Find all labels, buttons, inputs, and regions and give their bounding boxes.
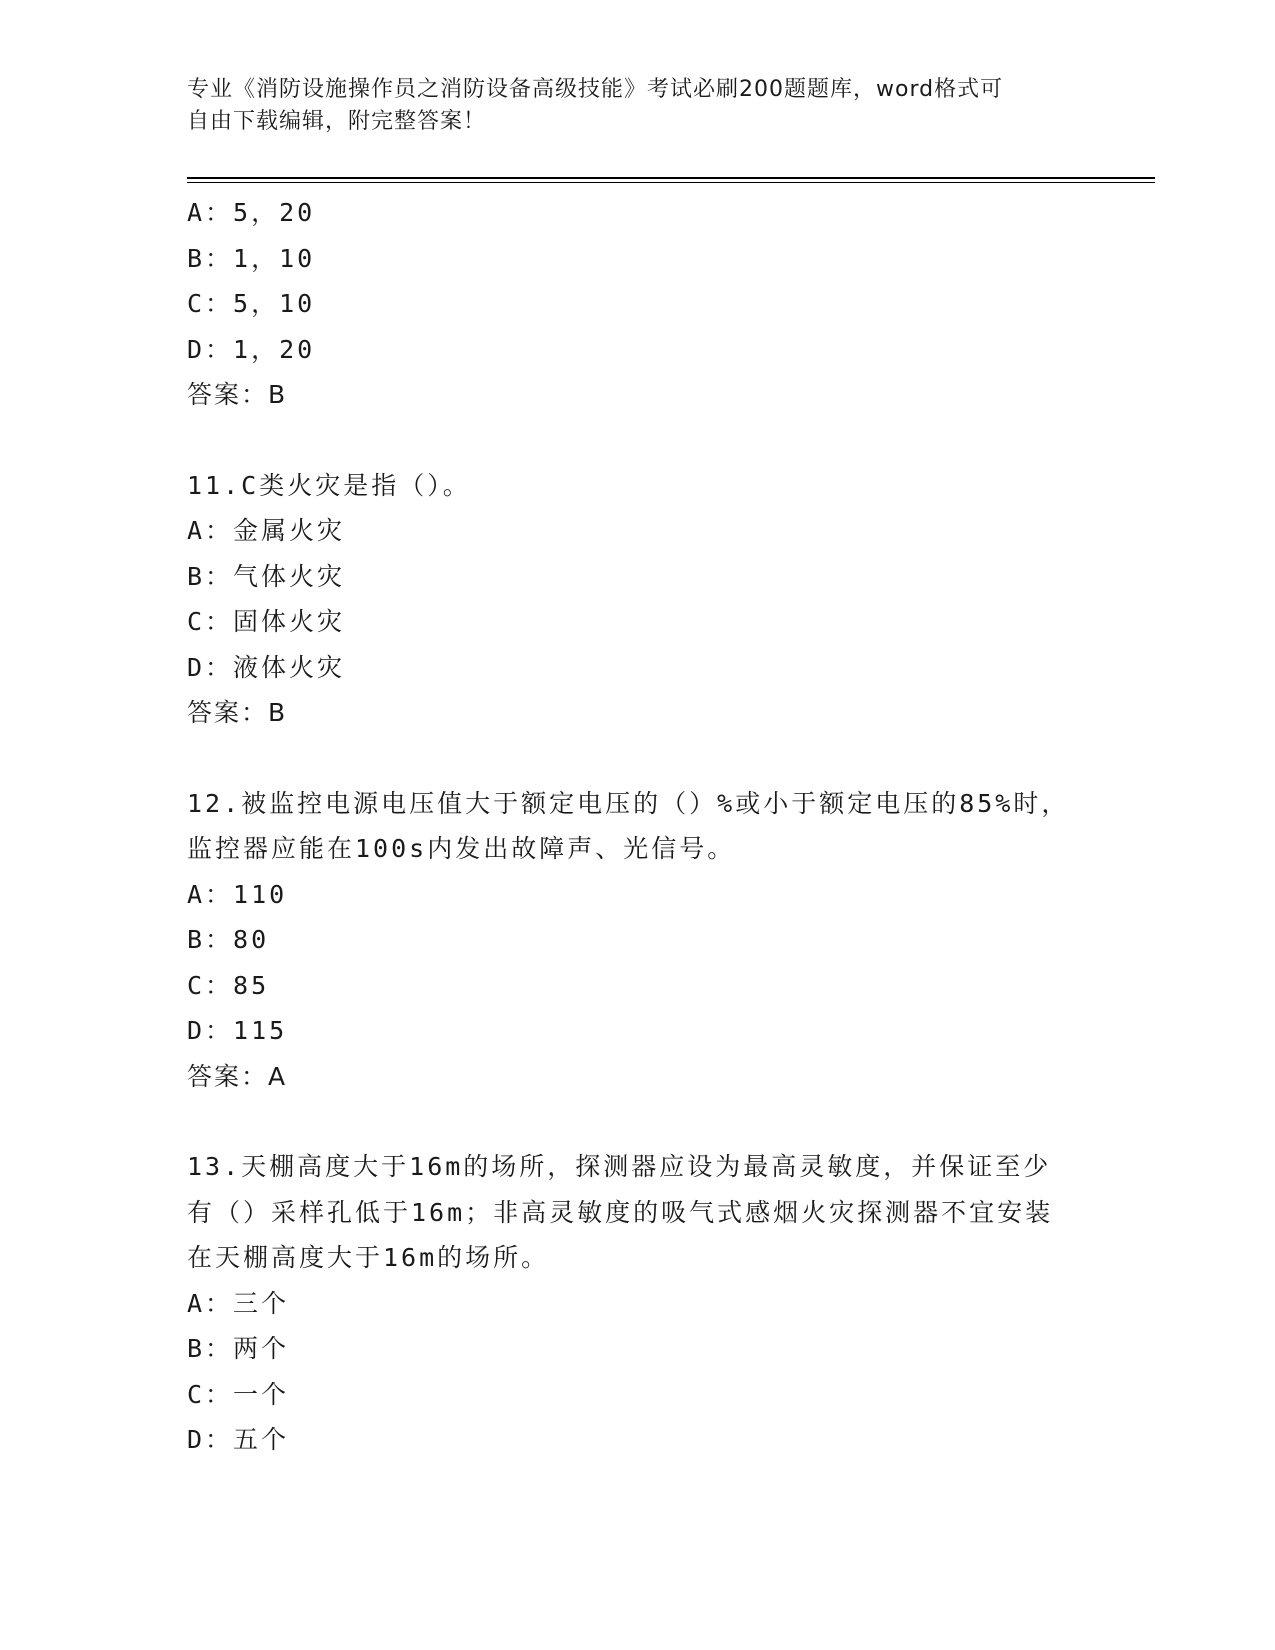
question-block-10 xyxy=(187,190,1087,418)
question-block-11 xyxy=(187,463,1087,736)
option-c: C：85 xyxy=(187,970,270,1000)
option-c: C：5，10 xyxy=(187,289,316,318)
header-divider-thick xyxy=(187,177,1155,179)
option-b: B：1，10 xyxy=(187,243,316,273)
header-text-line-1: 专业《消防设施操作员之消防设备高级技能》考试必刷200题题库，word格式可 xyxy=(187,77,1004,102)
header-divider-thin xyxy=(187,182,1155,183)
option-c: C：一个 xyxy=(187,1379,290,1409)
option-d: D：五个 xyxy=(187,1425,290,1454)
question-text-line-2: 监控器应能在100s内发出故障声、光信号。 xyxy=(187,834,736,863)
document-header xyxy=(187,74,1067,138)
option-a: A：金属火灾 xyxy=(187,516,346,545)
question-block-12 xyxy=(187,781,1087,1100)
question-text-line-2: 有（）采样孔低于16m；非高灵敏度的吸气式感烟火灾探测器不宜安装 xyxy=(187,1197,1054,1227)
question-text-line-3: 在天棚高度大于16m的场所。 xyxy=(187,1243,550,1272)
question-text: 11.C类火灾是指（）。 xyxy=(187,470,471,500)
option-b: B：气体火灾 xyxy=(187,561,346,591)
option-a: A：5，20 xyxy=(187,198,316,227)
question-list xyxy=(187,190,1087,1463)
option-a: A：110 xyxy=(187,879,288,909)
answer-label: 答案：A xyxy=(187,1061,288,1091)
option-d: D：1，20 xyxy=(187,334,316,364)
option-c: C：固体火灾 xyxy=(187,607,346,636)
option-d: D：115 xyxy=(187,1016,288,1045)
question-text-line-1: 12.被监控电源电压值大于额定电压的（）%或小于额定电压的85%时， xyxy=(187,788,1070,818)
header-text-line-2: 自由下载编辑，附完整答案！ xyxy=(187,109,487,134)
option-b: B：80 xyxy=(187,925,270,954)
question-text-line-1: 13.天棚高度大于16m的场所，探测器应设为最高灵敏度，并保证至少 xyxy=(187,1152,1052,1181)
question-block-13 xyxy=(187,1144,1087,1463)
answer-label: 答案：B xyxy=(187,698,288,727)
option-b: B：两个 xyxy=(187,1334,290,1363)
option-a: A：三个 xyxy=(187,1288,290,1318)
option-d: D：液体火灾 xyxy=(187,652,346,682)
answer-label: 答案：B xyxy=(187,380,288,409)
